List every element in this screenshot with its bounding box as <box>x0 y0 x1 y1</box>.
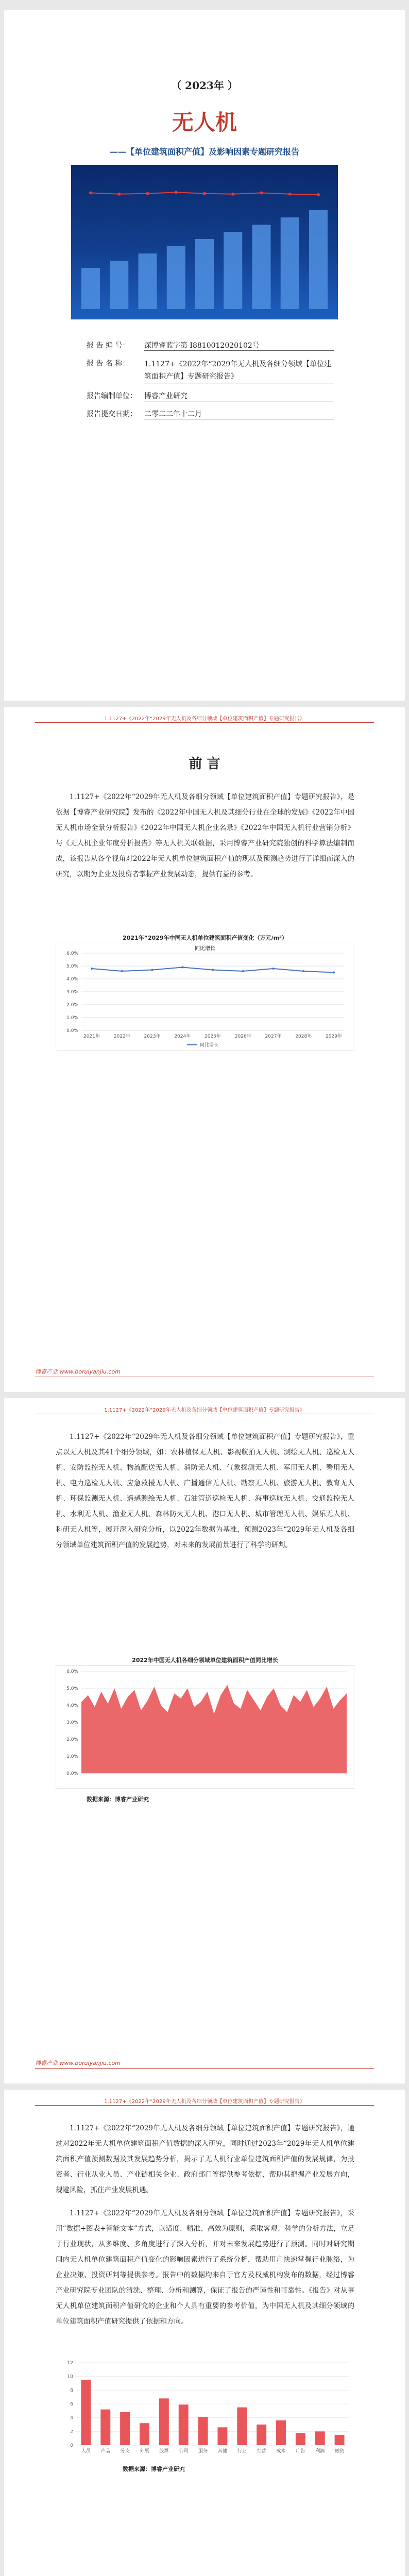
chart-3-xtick: 人员 <box>81 2449 91 2454</box>
cover-info <box>87 340 334 419</box>
cover-title: 无人机 <box>172 110 237 135</box>
cover-bar-graphic <box>71 165 338 319</box>
chart-3-xtick: 行业 <box>237 2449 247 2454</box>
chart-2-ytick: 5.0% <box>66 1686 78 1691</box>
chart-3-xtick: 融资 <box>335 2449 345 2454</box>
preface-paragraph-3: 1.1127+《2022年“2029年无人机及各细分领域【单位建筑面积产值】专题研究报告》，通过对2022年无人机单位建筑面积产值数据的深入研究，同时通过2023年“2029年无人机单位建筑面积产值预测数据及其发展趋势分析，揭示了无人机行业单位建筑面积产值的发展规律，为投资者、行业从业人员、产业链相关企业、政府部门等提供参考依据，帮助其把握产业发展方向，规避风险，抓住产业发展机遇。 <box>56 2124 354 2194</box>
cover-bar <box>167 246 185 309</box>
chart-3-bar <box>276 2420 286 2445</box>
preface-page <box>4 707 405 1392</box>
cover-bar <box>110 261 128 309</box>
chart-3-xtick: 广告 <box>296 2449 305 2454</box>
chart-3-bar <box>100 2410 110 2445</box>
chart-3-xtick: 产品 <box>100 2449 110 2454</box>
chart-3-ytick: 0 <box>70 2443 73 2448</box>
cover-bar <box>224 232 242 309</box>
header-divider <box>35 2105 374 2106</box>
cover-bar <box>281 217 299 309</box>
chart-3-ytick: 8 <box>70 2388 73 2394</box>
chart-1-xtick: 2023年 <box>144 1034 161 1039</box>
page-header: 1.1127+《2022年“2029年无人机及各细分领域【单位建筑面积产值】专题研究报告》 <box>104 716 305 722</box>
chart-1-ytick: 4.0% <box>66 977 78 982</box>
page-header: 1.1127+《2022年“2029年无人机及各细分领域【单位建筑面积产值】专题研究报告》 <box>104 2099 305 2105</box>
chart-3-ytick: 12 <box>67 2361 73 2366</box>
chart-1 <box>56 934 354 1052</box>
chart-1-inner-title: 同比增长 <box>195 946 215 952</box>
cover-trend-point <box>146 192 149 195</box>
date-label: 报告提交日期： <box>87 410 137 418</box>
chart-1-ytick: 1.0% <box>66 1015 78 1021</box>
report-no-label: 报 告 编 号： <box>87 342 130 350</box>
chart-3-ytick: 10 <box>67 2374 73 2380</box>
chart-3-xtick: 公司 <box>179 2449 189 2454</box>
chart-3 <box>56 2358 354 2461</box>
chart-3-xtick: 外展 <box>140 2449 149 2454</box>
cover-trend-point <box>203 192 206 195</box>
chart-1-ytick: 6.0% <box>66 951 78 956</box>
chart-1-ytick: 5.0% <box>66 964 78 969</box>
chart-1-xtick: 2024年 <box>174 1034 191 1039</box>
footer-brand: 博睿产业 www.boruiyanjiu.com <box>35 1368 121 1375</box>
chart-1-point <box>242 970 244 972</box>
chart-2-ytick: 0.0% <box>66 1771 78 1776</box>
chart-3-xtick: 服务 <box>198 2449 208 2454</box>
chart-1-xtick: 2027年 <box>265 1034 282 1039</box>
chart-2 <box>56 1656 354 1790</box>
chart-3-xtick: 股票 <box>159 2449 169 2454</box>
footer-divider <box>35 2068 374 2069</box>
chart-1-legend-label: 同比增长 <box>200 1043 219 1048</box>
cover-bar <box>139 253 157 309</box>
chart-1-point <box>272 968 275 970</box>
report-name: 1.1127+《2022年“2029年无人机及各细分领域【单位建筑面积产值】专题研究报告》 <box>144 358 334 383</box>
preface-paragraph-4: 1.1127+《2022年“2029年无人机及各细分领域【单位建筑面积产值】专题研究报告》，采用“数据+图表+智能文本”方式，以适度、精准、高效为原则，采取客观、科学的分析方法，立足于行业现状，从多维度、多角度进行了深入分析，并对未来发展趋势进行了预测。同时对研究期间内无人机单位建筑面积产值变化的影响因素进行了系统分析，帮助用户快速掌握行业脉络，为企业决策、投资研判等提供参考。报告中的数据均来自于官方及权威机构发布的数据，经过博睿产业研究院专业团队的清洗、整理、分析和测算，保证了报告的严谨性和可靠性。《报告》对从事无人机单位建筑面积产值研究的企业和个人具有重要的参考价值，为中国无人机及其细分领域的单位建筑面积产值研究提供了依据和方向。 <box>56 2209 354 2326</box>
chart-3-ytick: 6 <box>70 2402 73 2407</box>
chart-1-xtick: 2022年 <box>113 1034 130 1039</box>
chart-3-bar <box>159 2398 169 2445</box>
chart-3-bar <box>120 2412 130 2445</box>
chart-1-point <box>151 969 154 971</box>
cover-trend-point <box>288 193 292 196</box>
chart-2-ytick: 6.0% <box>66 1669 78 1674</box>
cover-trend-point <box>231 193 234 196</box>
chart-3-ytick: 2 <box>70 2429 73 2435</box>
chart-3-bar <box>335 2435 345 2445</box>
chart-3-xtick: 利润 <box>315 2449 325 2454</box>
cover-bar <box>252 225 271 309</box>
chart-3-bar <box>315 2431 325 2445</box>
cover-subtitle: ——【单位建筑面积产值】及影响因素专题研究报告 <box>109 147 299 157</box>
cover-trend-point <box>317 193 320 196</box>
source-note: 数据来源：博睿产业研究 <box>123 2466 185 2472</box>
cover-year: （ 2023年 ） <box>171 79 238 92</box>
chart-1-point <box>91 968 93 970</box>
chart-3-bar <box>140 2423 149 2445</box>
report-no: 深博睿蓝字第 I8810012020102号 <box>144 340 334 351</box>
content-page-2 <box>4 1398 405 2083</box>
chart-1-xtick: 2028年 <box>295 1034 312 1039</box>
chart-3-bar <box>179 2404 189 2445</box>
page-header: 1.1127+《2022年“2029年无人机及各细分领域【单位建筑面积产值】专题研究报告》 <box>104 1408 305 1413</box>
publisher-label: 报告编制单位： <box>87 392 137 400</box>
preface-title: 前 言 <box>189 756 220 772</box>
chart-1-point <box>121 970 123 972</box>
chart-1-svg <box>56 943 354 1051</box>
cover-bar <box>309 210 328 309</box>
chart-1-xtick: 2021年 <box>83 1034 100 1039</box>
chart-2-ytick: 3.0% <box>66 1720 78 1725</box>
preface-paragraph-2: 1.1127+《2022年“2029年无人机及各细分领域【单位建筑面积产值】专题研究报告》，重点以无人机及其41个细分领域，如：农林植保无人机、影视航拍无人机、测绘无人机、巡检无人机、安防监控无人机、物流配送无人机、消防无人机、气象探测无人机、军用无人机、警用无人机、电力巡检无人机、应急救援无人机、广播通信无人机、勘察无人机、旅游无人机、教育无人机、环保监测无人机、遥感测绘无人机、石油管道巡检无人机、海事巡航无人机、交通监控无人机、水利无人机、渔业无人机、森林防火无人机、港口无人机、城市管理无人机、娱乐无人机、科研无人机等，展开深入研究分析，以2022年数据为基准，预测2023年“2029年无人机及各细分领域单位建筑面积产值的发展趋势，对未来的发展前景进行了科学的研判。 <box>56 1433 354 1549</box>
chart-1-ytick: 2.0% <box>66 1003 78 1008</box>
chart-3-svg <box>56 2358 354 2461</box>
chart-1-ytick: 3.0% <box>66 990 78 995</box>
chart-2-title: 2022年中国无人机各细分领域单位建筑面积产值同比增长 <box>132 1657 278 1664</box>
cover-image <box>71 165 338 319</box>
chart-1-point <box>333 972 335 974</box>
chart-1-xtick: 2025年 <box>204 1034 221 1039</box>
chart-3-bar <box>217 2427 227 2445</box>
chart-1-point <box>181 967 183 969</box>
chart-3-bar <box>237 2408 247 2445</box>
cover-trend-point <box>175 191 178 194</box>
report-name-label: 报 告 名 称： <box>87 360 130 368</box>
cover-trend-point <box>117 193 121 196</box>
cover-bar <box>81 268 100 309</box>
publisher: 博睿产业研究 <box>144 391 334 401</box>
chart-3-bar <box>81 2380 91 2445</box>
chart-1-point <box>302 970 304 972</box>
chart-3-xtick: 经营 <box>257 2449 266 2454</box>
footer-brand: 博睿产业 www.boruiyanjiu.com <box>35 2060 121 2066</box>
chart-1-xtick: 2029年 <box>326 1034 342 1039</box>
cover-trend-point <box>260 191 263 194</box>
chart-1-xtick: 2026年 <box>234 1034 251 1039</box>
chart-3-xtick: 成本 <box>276 2449 286 2454</box>
chart-3-xtick: 其他 <box>217 2449 227 2454</box>
cover-bar <box>195 239 214 309</box>
source-note: 数据来源：博睿产业研究 <box>87 1796 149 1803</box>
chart-2-svg <box>56 1665 354 1789</box>
preface-paragraph-1: 1.1127+《2022年“2029年无人机及各细分领域【单位建筑面积产值】专题研究报告》，是依据【博睿产业研究院】发布的《2022年中国无人机及其细分行业在全球的发展》《2022年中国无人机市场全景分析报告》《2022年中国无人机企业名录》《2022年中国无人机行业营销分析》与《无人机企业年度分析报告》等无人机关联数据，采用博睿产业研究院独创的科学算法编制而成，该报告从各个视角对2022年无人机单位建筑面积产值的现状及预测趋势进行了详细而深入的研究，以期为企业及投资者掌握产业发展动态，提供有益的参考。 <box>56 793 354 878</box>
chart-3-bar <box>198 2417 208 2445</box>
chart-3-bar <box>257 2425 266 2445</box>
chart-1-point <box>212 969 214 971</box>
chart-3-bar <box>296 2433 305 2445</box>
header-divider <box>35 722 374 723</box>
chart-1-title: 2021年“2029年中国无人机单位建筑面积产值变化（万元/m²） <box>123 935 287 941</box>
chart-2-ytick: 4.0% <box>66 1703 78 1708</box>
report-date: 二零二二年十二月 <box>144 409 334 419</box>
chart-2-ytick: 2.0% <box>66 1737 78 1742</box>
chart-3-ytick: 4 <box>70 2415 73 2421</box>
content-page-3 <box>4 2090 405 2576</box>
cover-trend-point <box>89 191 92 194</box>
chart-1-ytick: 0.0% <box>66 1028 78 1033</box>
chart-2-ytick: 1.0% <box>66 1754 78 1759</box>
chart-3-xtick: 分支 <box>120 2449 130 2454</box>
cover-page <box>4 10 405 701</box>
